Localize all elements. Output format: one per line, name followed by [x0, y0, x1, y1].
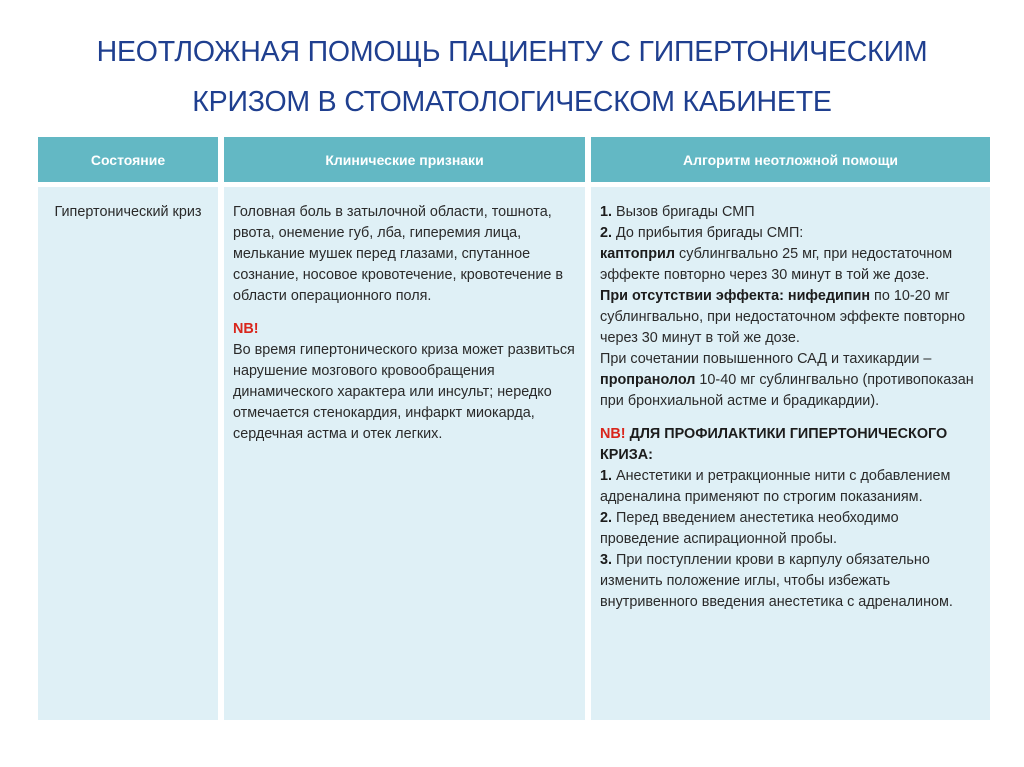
captopril-text: сублингвально 25 мг, при недостаточном эффекте повторно через 30 минут в той же дозе.: [600, 246, 953, 283]
prevention-heading: [600, 424, 982, 466]
no-effect-label: При отсутствии эффекта: нифедипин: [600, 288, 871, 304]
signs-nb-label: NB!: [233, 321, 259, 337]
captopril-drug: каптоприл: [600, 246, 676, 262]
prevention-heading-text: ДЛЯ ПРОФИЛАКТИКИ ГИПЕРТОНИЧЕСКОГО КРИЗА:: [600, 426, 948, 463]
algorithm-step-1: [600, 202, 982, 223]
cell-condition: [38, 187, 218, 720]
prevention-item-3: [600, 550, 982, 613]
condition-text: Гипертонический криз: [54, 204, 202, 220]
header-emergency-algorithm: Алгоритм неотложной помощи: [591, 137, 990, 182]
step-2-text: До прибытия бригады СМП:: [612, 225, 804, 241]
nifedipine-paragraph: [600, 286, 982, 349]
propranolol-drug: пропранолол: [600, 372, 696, 388]
prevention-item-1: [600, 466, 982, 508]
cell-algorithm: [591, 187, 990, 720]
prevention-3-text: При поступлении крови в карпулу обязательно изменить положение иглы, чтобы избежать внутривенного введения анестетика с адреналином.: [600, 552, 953, 610]
header-condition: Состояние: [38, 137, 218, 182]
prevention-1-text: Анестетики и ретракционные нити с добавлением адреналина применяют по строгим показаниям.: [600, 468, 951, 505]
signs-text: Головная боль в затылочной области, тошнота, рвота, онемение губ, лба, гиперемия лица, мелькание мушек перед глазами, спутанное сознание, носовое кровотечение, кровотечение в области операционного поля.: [233, 204, 564, 304]
page-title-line-1: НЕОТЛОЖНАЯ ПОМОЩЬ ПАЦИЕНТУ С ГИПЕРТОНИЧЕСКИМ: [96, 36, 928, 68]
prevention-2-number: 2.: [600, 510, 613, 526]
page-title-line-2: КРИЗОМ В СТОМАТОЛОГИЧЕСКОМ КАБИНЕТЕ: [192, 86, 832, 118]
step-1-text: Вызов бригады СМП: [612, 204, 755, 220]
propranolol-paragraph: [600, 349, 982, 412]
nifedipine-text: по 10-20 мг сублингвально, при недостаточном эффекте повторно через 30 минут в той же дозе.: [600, 288, 966, 346]
prevention-nb-label: NB!: [600, 426, 626, 442]
step-2-number: 2.: [600, 225, 613, 241]
step-1-number: 1.: [600, 204, 613, 220]
algorithm-step-2: [600, 223, 982, 244]
signs-nb-text: Во время гипертонического криза может развиться нарушение мозгового кровообращения динамического характера или инсульт; нередко отмечается стенокардия, инфаркт миокарда, сердечная астма и отек легких.: [233, 342, 575, 442]
prevention-item-2: [600, 508, 982, 550]
prevention-2-text: Перед введением анестетика необходимо проведение аспирационной пробы.: [600, 510, 899, 547]
propranolol-text: 10-40 мг сублингвально (противопоказан при бронхиальной астме и брадикардии).: [600, 372, 974, 409]
page-title: [40, 27, 984, 127]
prevention-1-number: 1.: [600, 468, 613, 484]
header-clinical-signs: Клинические признаки: [224, 137, 585, 182]
prevention-3-number: 3.: [600, 552, 613, 568]
cell-clinical-signs: [224, 187, 585, 720]
combo-text: При сочетании повышенного САД и тахикардии –: [600, 351, 932, 367]
captopril-paragraph: [600, 244, 982, 286]
